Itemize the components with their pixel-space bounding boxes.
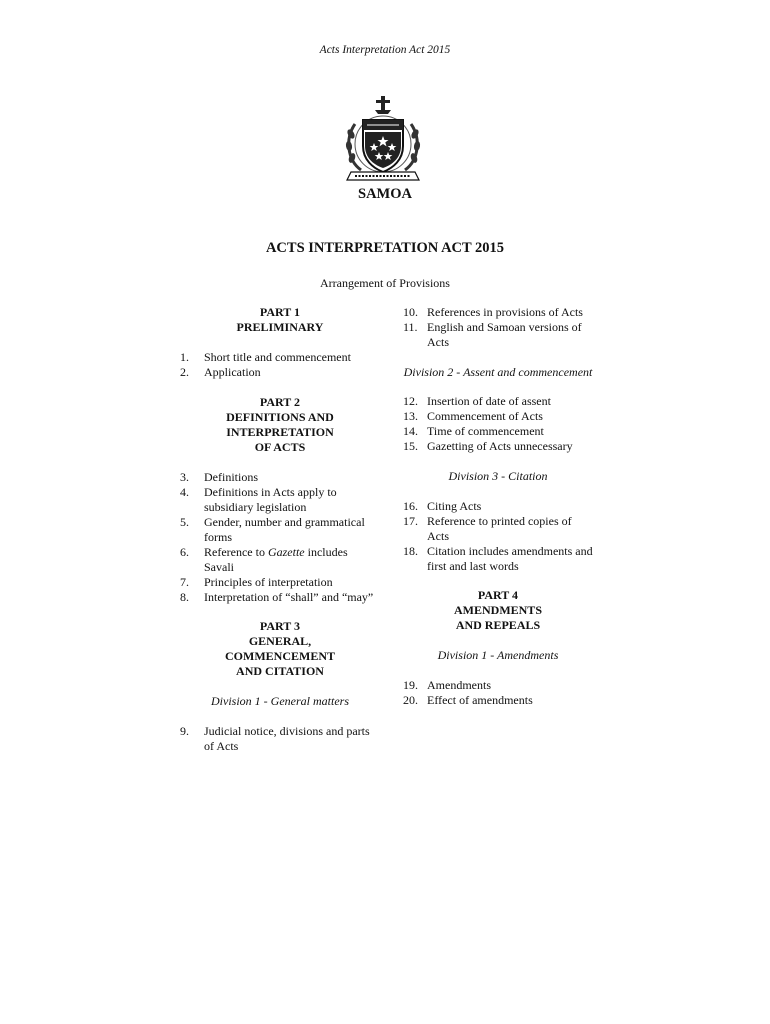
provision-number: 19.: [403, 678, 418, 692]
provision-title: Time of commencement: [427, 424, 544, 438]
gazette-italic: Gazette: [267, 545, 305, 559]
provision-item[interactable]: [180, 365, 380, 380]
provision-title: Application: [204, 365, 261, 379]
provision-number: 18.: [403, 544, 418, 558]
provision-item[interactable]: [403, 514, 593, 544]
provision-item[interactable]: [403, 678, 593, 693]
provision-title: Short title and commencement: [204, 350, 351, 364]
running-header: Acts Interpretation Act 2015: [319, 44, 451, 56]
part-heading: PART 3: [259, 619, 301, 633]
provision-item[interactable]: [180, 575, 380, 590]
right-column: [403, 305, 593, 708]
division-heading: Division 2 - Assent and commencement: [403, 365, 593, 379]
provision-number: 8.: [180, 590, 189, 604]
provision-title-part: Reference to: [204, 545, 268, 559]
part-heading: PART 4: [477, 588, 519, 602]
division-heading: Division 3 - Citation: [448, 469, 548, 483]
provision-title: Amendments: [427, 678, 491, 692]
part-heading: AMENDMENTS: [453, 603, 542, 617]
provision-number: 10.: [403, 305, 418, 319]
provision-number: 16.: [403, 499, 418, 513]
provision-title: Definitions in Acts apply to subsidiary legislation: [204, 485, 337, 514]
provision-item[interactable]: [180, 590, 380, 605]
part-heading: AND CITATION: [236, 664, 324, 678]
provision-number: 9.: [180, 724, 189, 738]
provision-title: Judicial notice, divisions and parts of Acts: [204, 724, 370, 753]
provision-title: Commencement of Acts: [427, 409, 543, 423]
provision-item[interactable]: [403, 424, 593, 439]
part-heading: COMMENCEMENT: [225, 649, 335, 663]
provision-number: 11.: [403, 320, 418, 334]
provision-item[interactable]: [403, 544, 593, 574]
provision-number: 2.: [180, 365, 189, 379]
provision-title: Interpretation of “shall” and “may”: [204, 590, 374, 604]
provision-number: 1.: [180, 350, 189, 364]
provision-number: 4.: [180, 485, 189, 499]
provision-number: 12.: [403, 394, 418, 408]
provision-title: Insertion of date of assent: [427, 394, 551, 408]
provision-number: 14.: [403, 424, 418, 438]
provision-item[interactable]: [180, 515, 380, 545]
provision-number: 13.: [403, 409, 418, 423]
provision-title: Effect of amendments: [427, 693, 533, 707]
act-title: ACTS INTERPRETATION ACT 2015: [265, 240, 505, 256]
provision-number: 15.: [403, 439, 418, 453]
part-heading: PART 2: [259, 395, 301, 409]
part-heading: OF ACTS: [254, 440, 306, 454]
provision-title-part: includes Savali: [204, 545, 348, 574]
provision-title: Gender, number and grammatical forms: [204, 515, 365, 544]
provision-item[interactable]: [180, 485, 380, 515]
part-heading: PRELIMINARY: [236, 320, 324, 334]
provision-title: Citing Acts: [427, 499, 482, 513]
provision-title: Gazetting of Acts unnecessary: [427, 439, 573, 453]
provision-title: [204, 545, 380, 575]
provision-item[interactable]: [403, 394, 593, 409]
part-heading: AND REPEALS: [455, 618, 541, 632]
provision-title: Definitions: [204, 470, 258, 484]
provision-title: Reference to printed copies of Acts: [427, 514, 572, 543]
provision-item[interactable]: [180, 470, 380, 485]
provision-item[interactable]: [403, 409, 593, 424]
provision-number: 7.: [180, 575, 189, 589]
part-heading: DEFINITIONS AND: [226, 410, 334, 424]
coat-of-arms-emblem: [341, 94, 425, 186]
provision-item[interactable]: [403, 305, 593, 320]
provision-item[interactable]: [180, 724, 380, 754]
division-heading: Division 1 - General matters: [211, 694, 349, 708]
provision-item[interactable]: [180, 350, 380, 365]
provision-item[interactable]: [403, 693, 593, 708]
provision-number: 17.: [403, 514, 418, 528]
provision-item[interactable]: [180, 545, 380, 575]
provision-title: Principles of interpretation: [204, 575, 333, 589]
provision-number: 6.: [180, 545, 189, 559]
provision-number: 5.: [180, 515, 189, 529]
arrangement-subtitle: Arrangement of Provisions: [320, 276, 450, 290]
provision-item[interactable]: [403, 499, 593, 514]
provision-number: 3.: [180, 470, 189, 484]
division-heading: Division 1 - Amendments: [437, 648, 559, 662]
left-column: [180, 305, 380, 754]
part-heading: GENERAL,: [248, 634, 312, 648]
country-name: SAMOA: [358, 186, 412, 202]
provision-item[interactable]: [403, 439, 593, 454]
provision-number: 20.: [403, 693, 418, 707]
provision-title: English and Samoan versions of Acts: [427, 320, 582, 349]
provision-title: Citation includes amendments and first and last words: [427, 544, 593, 573]
part-heading: INTERPRETATION: [226, 425, 334, 439]
provision-title: References in provisions of Acts: [427, 305, 583, 319]
part-heading: PART 1: [259, 305, 301, 319]
provision-item[interactable]: [403, 320, 593, 350]
